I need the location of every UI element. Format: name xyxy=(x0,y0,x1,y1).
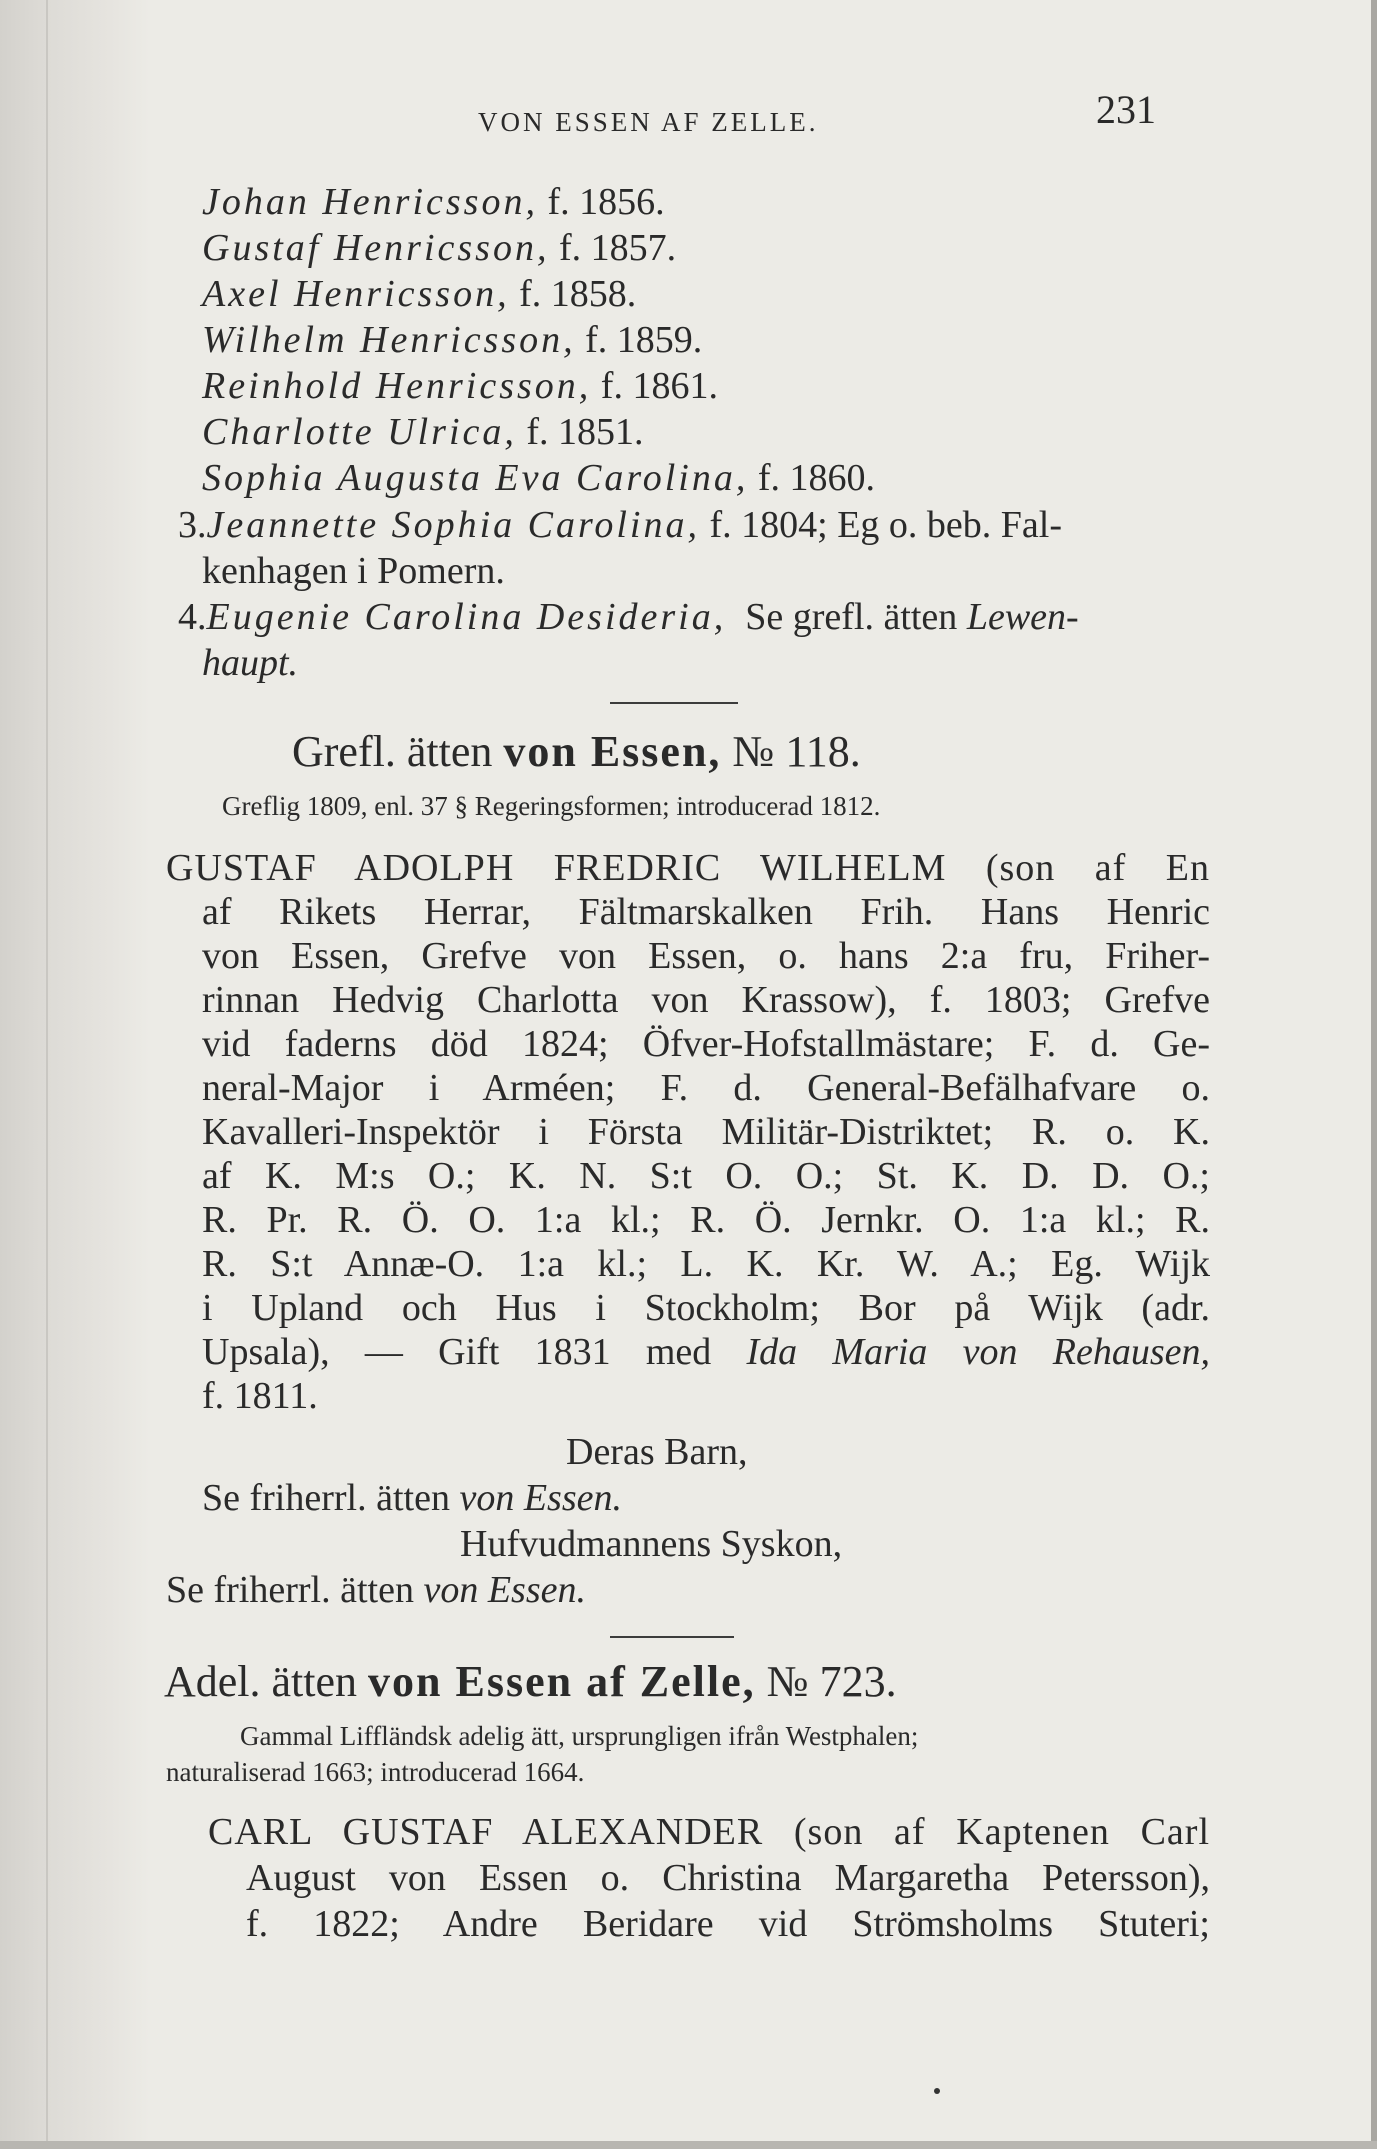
list-item-4: 4.Eugenie Carolina Desideria, Se grefl. ätten Lewen- xyxy=(178,596,1079,638)
list-item-3-cont: kenhagen i Pomern. xyxy=(202,550,505,592)
body-line: rinnan Hedvig Charlotta von Krassow), f. 1803; Grefve xyxy=(202,979,1210,1021)
page-gutter xyxy=(0,0,150,2149)
page-number: 231 xyxy=(1096,87,1156,132)
siblings-reference: Se friherrl. ätten von Essen. xyxy=(166,1569,586,1611)
section-note: Gammal Liffländsk adelig ätt, ursprungligen ifrån Westphalen; xyxy=(240,1721,919,1751)
list-item-3: 3.Jeannette Sophia Carolina, f. 1804; Eg o. beb. Fal- xyxy=(178,504,1062,546)
list-item: Gustaf Henricsson, f. 1857. xyxy=(202,227,677,269)
body-line: neral-Major i Arméen; F. d. General-Befälhafvare o. xyxy=(202,1067,1210,1109)
section-heading: Grefl. ätten von Essen, № 118. xyxy=(292,727,861,776)
body-line: f. 1811. xyxy=(202,1375,318,1417)
children-reference: Se friherrl. ätten von Essen. xyxy=(202,1477,622,1519)
body-line: R. S:t Annæ-O. 1:a kl.; L. K. Kr. W. A.; Eg. Wijk xyxy=(202,1243,1210,1285)
body-line: vid faderns död 1824; Öfver-Hofstallmästare; F. d. Ge- xyxy=(202,1023,1210,1065)
body-line: GUSTAF ADOLPH FREDRIC WILHELM (son af En xyxy=(166,847,1210,889)
body-line: CARL GUSTAF ALEXANDER (son af Kaptenen Carl xyxy=(208,1811,1210,1853)
body-line: Upsala), — Gift 1831 med Ida Maria von Rehausen, xyxy=(202,1331,1211,1373)
section-note: naturaliserad 1663; introducerad 1664. xyxy=(166,1757,585,1787)
list-item-4-cont: haupt. xyxy=(202,642,299,684)
body-line: f. 1822; Andre Beridare vid Strömsholms Stuteri; xyxy=(246,1903,1210,1945)
list-item: Charlotte Ulrica, f. 1851. xyxy=(202,411,644,453)
body-line: af Rikets Herrar, Fältmarskalken Frih. Hans Henric xyxy=(202,891,1210,933)
page-bottom-edge xyxy=(0,2141,1377,2149)
running-head: VON ESSEN AF ZELLE. xyxy=(478,107,819,137)
body-line: af K. M:s O.; K. N. S:t O. O.; St. K. D. D. O.; xyxy=(202,1155,1210,1197)
body-line: August von Essen o. Christina Margaretha Petersson), xyxy=(246,1857,1210,1899)
list-item: Wilhelm Henricsson, f. 1859. xyxy=(202,319,703,361)
body-line: R. Pr. R. Ö. O. 1:a kl.; R. Ö. Jernkr. O. 1:a kl.; R. xyxy=(202,1199,1210,1241)
section-note: Greflig 1809, enl. 37 § Regeringsformen; introducerad 1812. xyxy=(222,791,881,821)
siblings-heading: Hufvudmannens Syskon, xyxy=(460,1523,843,1565)
body-line: von Essen, Grefve von Essen, o. hans 2:a fru, Friher- xyxy=(202,935,1210,977)
list-item: Axel Henricsson, f. 1858. xyxy=(202,273,637,315)
list-item: Reinhold Henricsson, f. 1861. xyxy=(202,365,718,407)
section-divider xyxy=(610,702,738,704)
list-item: Johan Henricsson, f. 1856. xyxy=(202,181,665,223)
ink-dot xyxy=(934,2088,940,2094)
gutter-edge xyxy=(46,0,48,2149)
section-divider xyxy=(610,1636,734,1638)
body-line: i Upland och Hus i Stockholm; Bor på Wijk (adr. xyxy=(202,1287,1210,1329)
page-right-edge xyxy=(1371,0,1377,2149)
children-heading: Deras Barn, xyxy=(566,1431,748,1473)
list-item: Sophia Augusta Eva Carolina, f. 1860. xyxy=(202,457,876,499)
body-line: Kavalleri-Inspektör i Första Militär-Distriktet; R. o. K. xyxy=(202,1111,1210,1153)
section-heading: Adel. ätten von Essen af Zelle, № 723. xyxy=(164,1657,897,1706)
